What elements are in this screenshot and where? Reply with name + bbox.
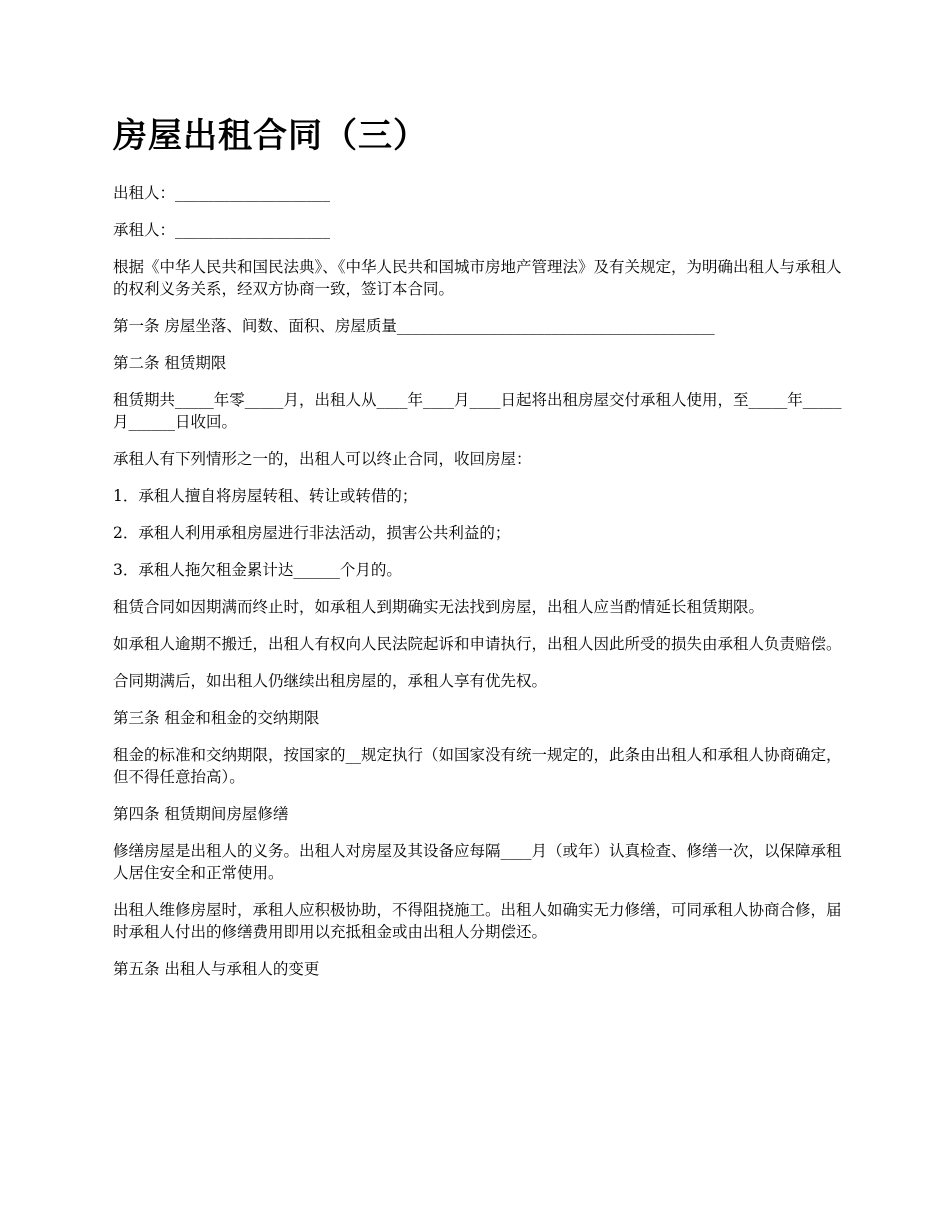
repair-duty-paragraph: 修缮房屋是出租人的义务。出租人对房屋及其设备应每隔____月（或年）认真检查、修缮一次，以保障承租人居住安全和正常使用。 <box>113 842 842 882</box>
repair-cooperation-paragraph: 出租人维修房屋时，承租人应积极协助，不得阻挠施工。出租人如确实无力修缮，可同承租人协商合修，届时承租人付出的修缮费用即用以充抵租金或由出租人分期偿还。 <box>113 901 842 941</box>
lessor-line: 出租人：____________________ <box>113 184 331 202</box>
document-page <box>113 112 843 995</box>
article-1-heading: 第一条 房屋坐落、间数、面积、房屋质量_________________________________________ <box>113 317 715 335</box>
article-2-heading: 第二条 租赁期限 <box>113 354 227 372</box>
lessee-line: 承租人：____________________ <box>113 221 331 239</box>
article-3-heading: 第三条 租金和租金的交纳期限 <box>113 709 320 727</box>
article-4-heading: 第四条 租赁期间房屋修缮 <box>113 805 289 823</box>
lease-term-paragraph: 租赁期共_____年零_____月，出租人从____年____月____日起将出租房屋交付承租人使用，至_____年_____月______日收回。 <box>113 391 842 431</box>
overdue-move-paragraph: 如承租人逾期不搬迁，出租人有权向人民法院起诉和申请执行，出租人因此所受的损失由承租人负责赔偿。 <box>113 635 842 653</box>
rent-standard-paragraph: 租金的标准和交纳期限，按国家的__规定执行（如国家没有统一规定的，此条由出租人和承租人协商确定，但不得任意抬高）。 <box>113 746 842 786</box>
termination-intro-paragraph: 承租人有下列情形之一的，出租人可以终止合同，收回房屋： <box>113 450 532 468</box>
document-title: 房屋出租合同（三） <box>113 116 428 156</box>
priority-right-paragraph: 合同期满后，如出租人仍继续出租房屋的，承租人享有优先权。 <box>113 672 548 690</box>
termination-item-2: 2．承租人利用承租房屋进行非法活动，损害公共利益的； <box>113 524 511 542</box>
termination-item-1: 1．承租人擅自将房屋转租、转让或转借的； <box>113 487 418 505</box>
termination-item-3: 3．承租人拖欠租金累计达______个月的。 <box>113 561 402 579</box>
article-5-heading: 第五条 出租人与承租人的变更 <box>113 960 320 978</box>
expiry-extension-paragraph: 租赁合同如因期满而终止时，如承租人到期确实无法找到房屋，出租人应当酌情延长租赁期限。 <box>113 598 765 616</box>
preamble-paragraph: 根据《中华人民共和国民法典》、《中华人民共和国城市房地产管理法》及有关规定，为明确出租人与承租人的权利义务关系，经双方协商一致，签订本合同。 <box>113 258 842 298</box>
